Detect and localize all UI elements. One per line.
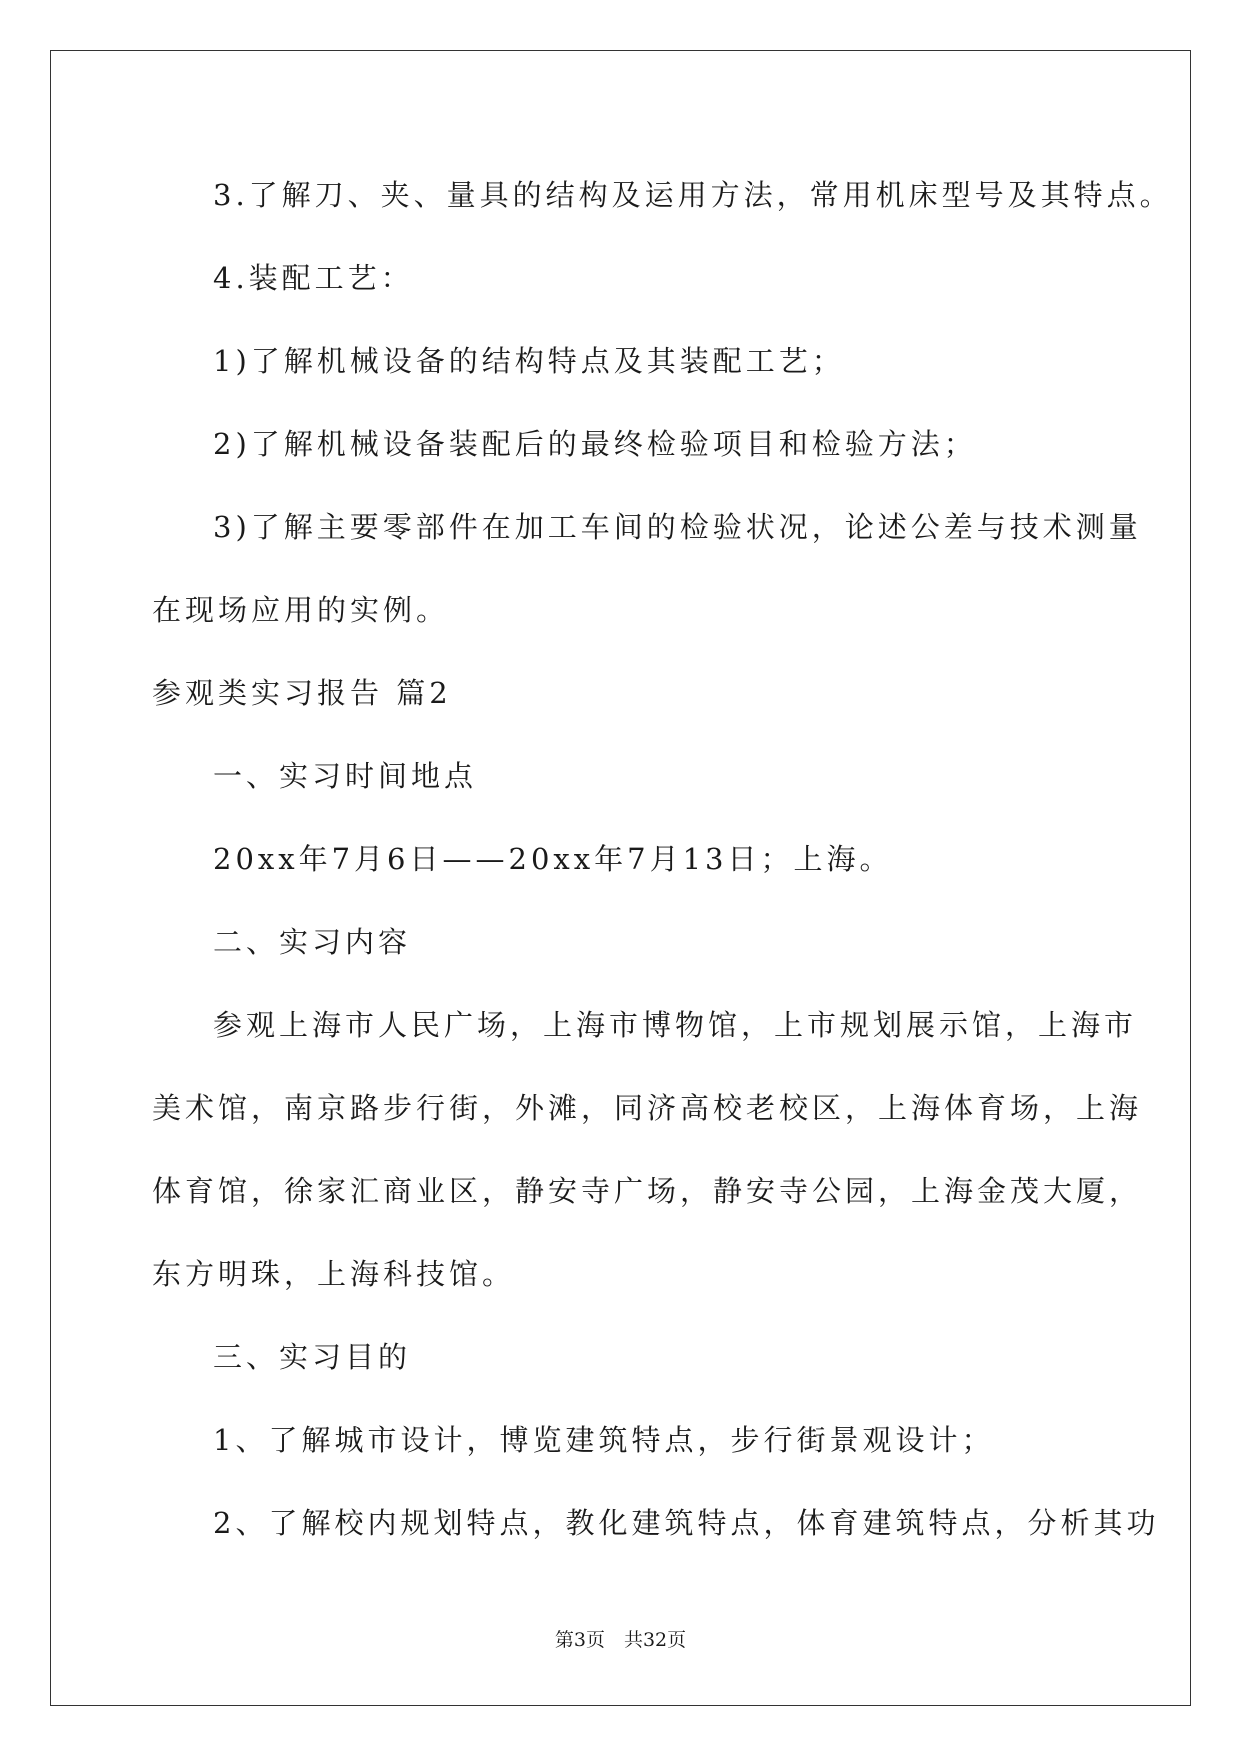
text-line: 一、实习时间地点 xyxy=(213,759,478,793)
text-line: 3.了解刀、夹、量具的结构及运用方法，常用机床型号及其特点。 xyxy=(213,178,1173,212)
page-number-footer: 第3页 共32页 xyxy=(554,1629,687,1651)
text-line: 2、了解校内规划特点，教化建筑特点，体育建筑特点，分析其功 xyxy=(213,1506,1160,1540)
text-line: 美术馆，南京路步行街，外滩，同济高校老校区，上海体育场，上海 xyxy=(152,1091,1143,1125)
text-line: 20xx年7月6日——20xx年7月13日；上海。 xyxy=(213,842,893,876)
text-line: 三、实习目的 xyxy=(213,1340,412,1374)
text-line: 参观上海市人民广场，上海市博物馆，上市规划展示馆，上海市 xyxy=(213,1008,1138,1042)
text-line: 2)了解机械设备装配后的最终检验项目和检验方法； xyxy=(213,427,977,461)
section-heading: 参观类实习报告 篇2 xyxy=(152,676,452,710)
text-line: 4.装配工艺： xyxy=(213,261,414,295)
text-line: 在现场应用的实例。 xyxy=(152,593,450,627)
text-line: 体育馆，徐家汇商业区，静安寺广场，静安寺公园，上海金茂大厦， xyxy=(152,1174,1143,1208)
text-line: 二、实习内容 xyxy=(213,925,412,959)
text-line: 东方明珠，上海科技馆。 xyxy=(152,1257,516,1291)
text-line: 3)了解主要零部件在加工车间的检验状况，论述公差与技术测量 xyxy=(213,510,1142,544)
text-line: 1)了解机械设备的结构特点及其装配工艺； xyxy=(213,344,845,378)
text-line: 1、了解城市设计，博览建筑特点，步行街景观设计； xyxy=(213,1423,995,1457)
